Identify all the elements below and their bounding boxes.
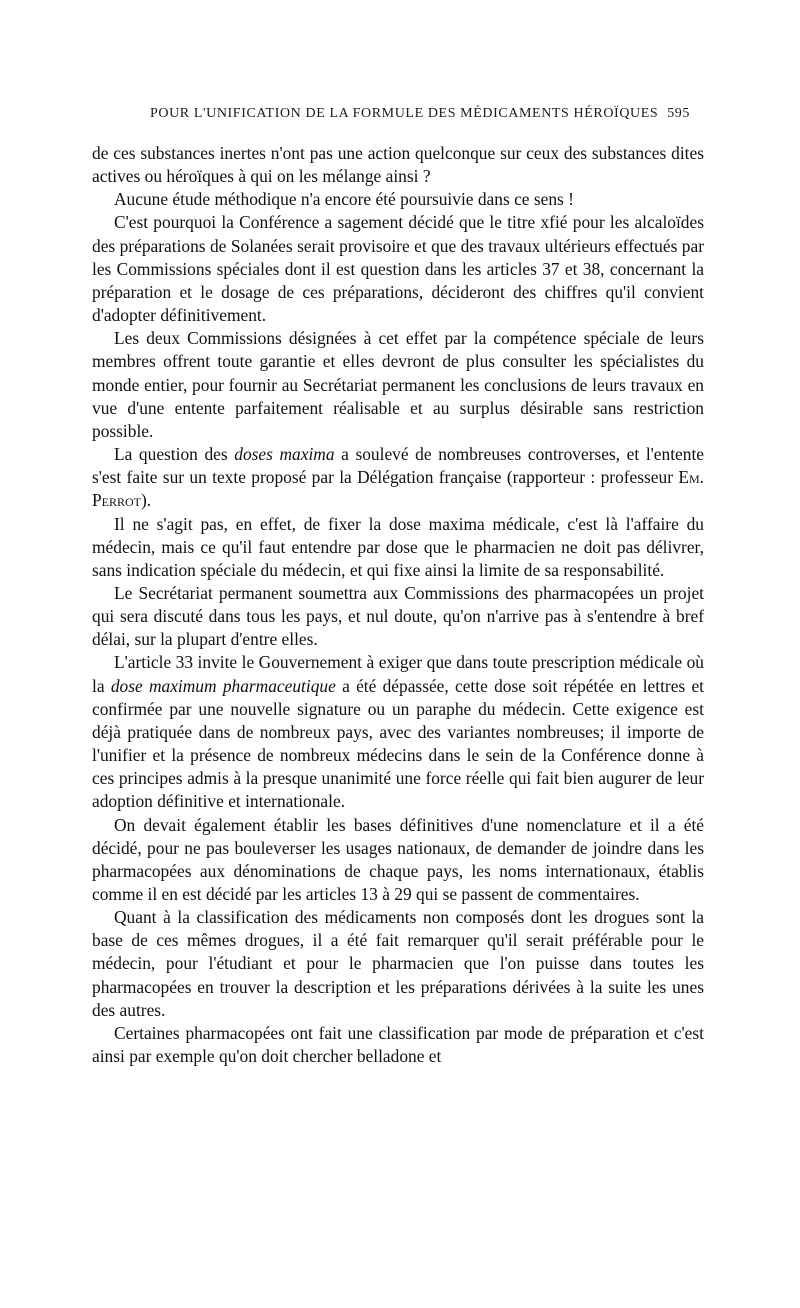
italic-term: dose maximum pharmaceutique <box>110 675 336 696</box>
page-header <box>150 106 690 126</box>
text-run: a été dépassée, cette dose soit répétée en lettres et confirmée par une nouvelle signature ou un paraphe du médecin. Cette exigence est déjà pratiquée dans de nombreux pays, avec des variantes nombreuses; il importe de l'unifier et la présence de nombreux médecins dans le sein de la Conférence donne à ces principes admis à la presque unanimité une force réelle qui fait bien augurer de leur adoption définitive et internationale. <box>92 675 704 812</box>
paragraph <box>92 651 704 813</box>
text-run: L'article 33 invite le Gouvernement à exiger que dans toute prescription médicale où la <box>92 652 704 696</box>
paragraph <box>92 443 704 512</box>
body-text <box>92 142 704 1068</box>
paragraph: Il ne s'agit pas, en effet, de fixer la dose maxima médicale, c'est là l'affaire du médecin, mais ce qu'il faut entendre par dose que le pharmacien ne doit pas délivrer, sans indication spéciale du médecin, et qui fixe ainsi la limite de sa responsabilité. <box>92 513 704 580</box>
author-name: Em. Perrot <box>92 467 704 511</box>
text-run: ). <box>141 490 152 511</box>
italic-term: doses maxima <box>234 444 335 465</box>
paragraph: Aucune étude méthodique n'a encore été poursuivie dans ce sens ! <box>114 189 574 210</box>
paragraph: de ces substances inertes n'ont pas une action quelconque sur ceux des substances dites actives ou héroïques à qui on les mélange ainsi ? <box>92 143 704 187</box>
paragraph: Les deux Commissions désignées à cet effet par la compétence spéciale de leurs membres offrent toute garantie et elles devront de plus consulter les spécialistes du monde entier, pour fournir au Secrétariat permanent les conclusions de leurs travaux en vue d'une entente parfaitement réalisable et au surplus désirable sans restriction possible. <box>92 328 704 441</box>
paragraph: Quant à la classification des médicaments non composés dont les drogues sont la base de ces mêmes drogues, il a été fait remarquer qu'il serait préférable pour le médecin, pour l'étudiant et pour le pharmacien que l'on puisse dans toutes les pharmacopées en trouver la description et les préparations dérivées à la suite les unes des autres. <box>92 907 704 1020</box>
text-run: La question des <box>114 444 235 465</box>
paragraph: On devait également établir les bases définitives d'une nomenclature et il a été décidé, pour ne pas bouleverser les usages nationaux, de demander de joindre dans les pharmacopées aux dénominations de chaque pays, les noms internationaux, établis comme il en est décidé par les articles 13 à 29 qui se passent de commentaires. <box>92 814 704 904</box>
paragraph: Le Secrétariat permanent soumettra aux Commissions des pharmacopées un projet qui sera discuté dans tous les pays, et nul doute, qu'on n'arrive pas à s'entendre à bref délai, sur la plupart d'entre elles. <box>92 582 704 650</box>
paragraph: C'est pourquoi la Conférence a sagement décidé que le titre xfié pour les alcaloïdes des préparations de Solanées serait provisoire et que des travaux ultérieurs effectués par les Commissions spéciales dont il est question dans les articles 37 et 38, concernant la préparation et le dosage de ces préparations, décideront des chiffres qu'il convient d'adopter définitivement. <box>92 212 704 326</box>
page-number: 595 <box>667 106 690 121</box>
paragraph: Certaines pharmacopées ont fait une classification par mode de préparation et c'est ainsi par exemple qu'on doit chercher belladone et <box>92 1022 704 1067</box>
text-run: a soulevé de nombreuses controverses, et l'entente s'est faite sur un texte proposé par la Délégation française (rapporteur : professeur <box>92 444 705 488</box>
running-title: POUR L'UNIFICATION DE LA FORMULE DES MÉDICAMENTS HÉROÏQUES <box>150 106 659 121</box>
